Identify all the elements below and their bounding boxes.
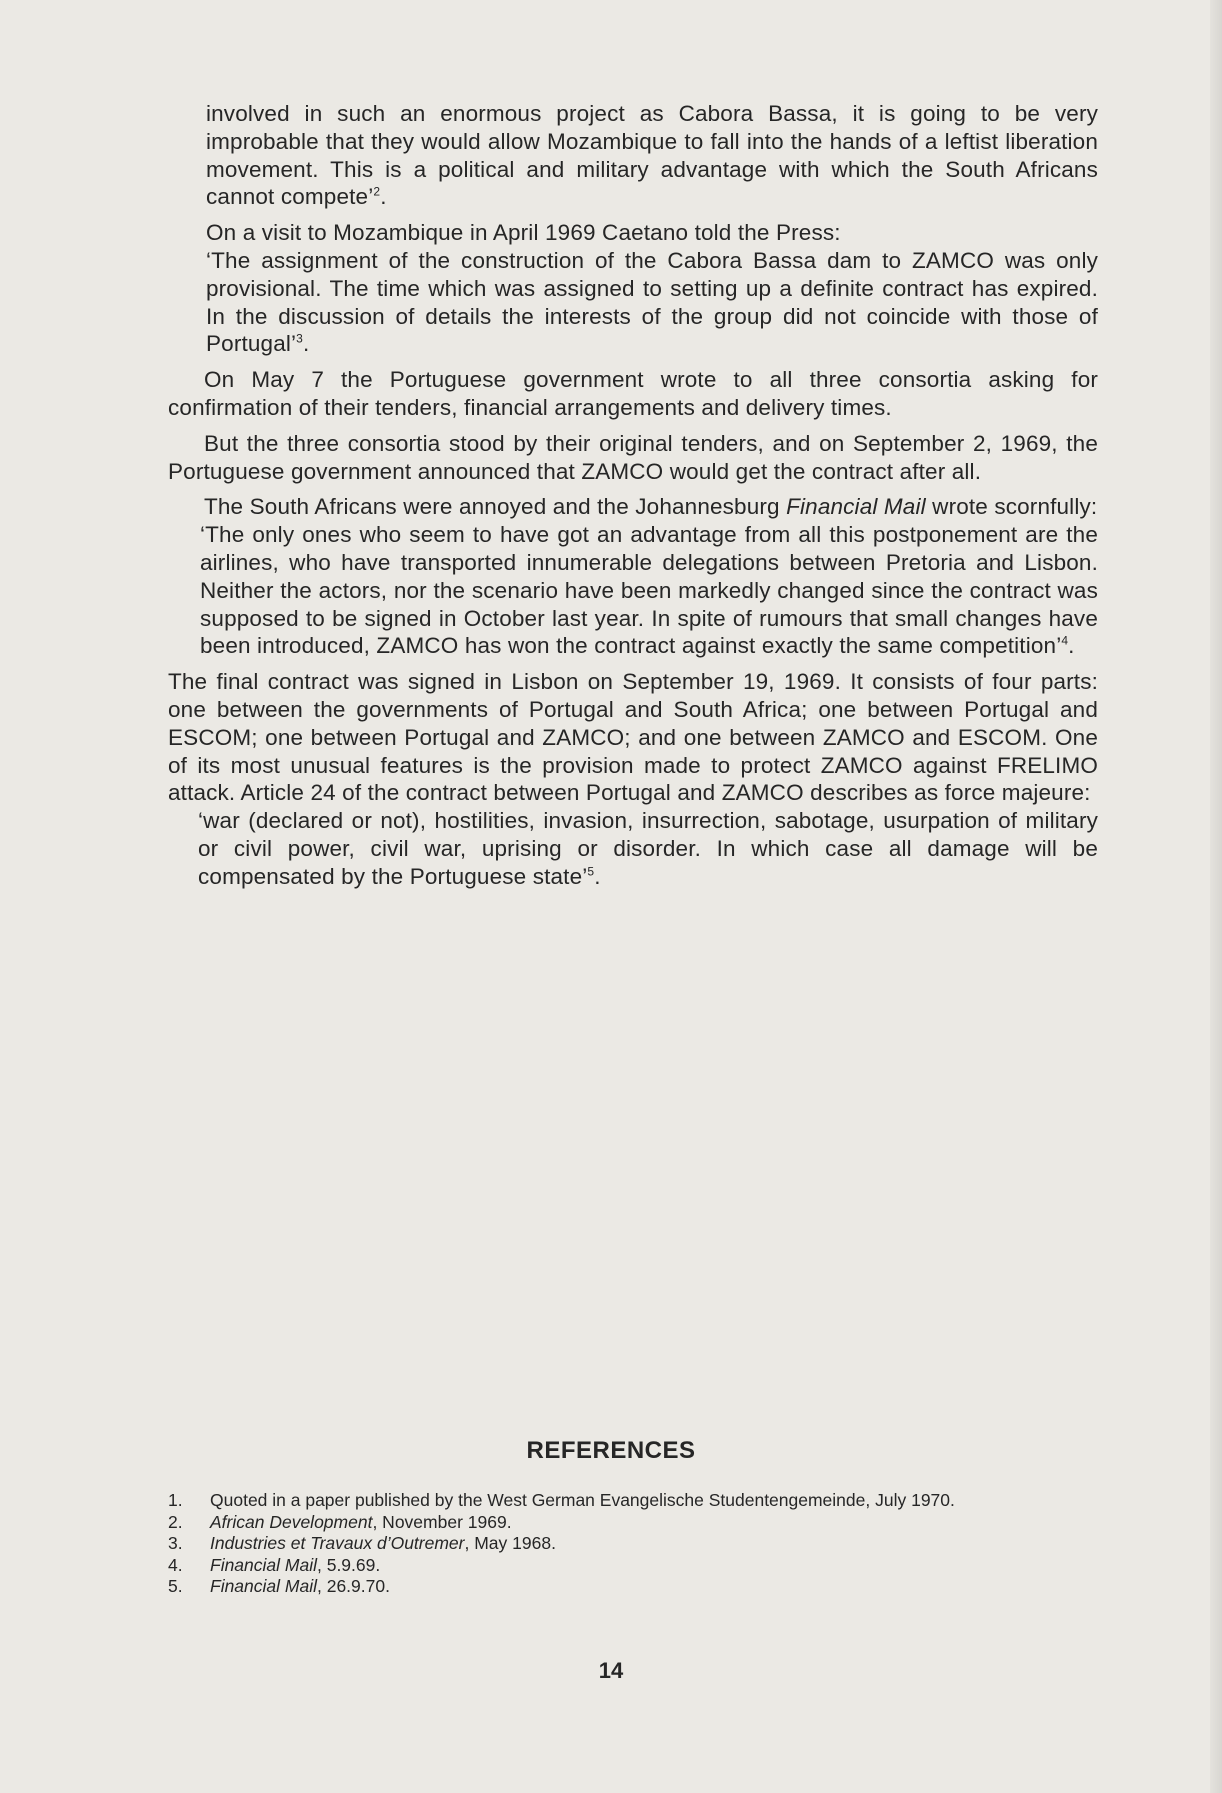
paragraph-text: The final contract was signed in Lisbon on September 19, 1969. It consists of four parts: one between the governments of Portugal and South Africa; one between Portugal and ESCOM; one between Portugal and ZAMCO; and one between ZAMCO and ESCOM. One of its most unusual features is the provision made to protect ZAMCO against FRELIMO attack. Article 24 of the contract between Portugal and ZAMCO describes as force majeure: bbox=[168, 669, 1098, 806]
reference-text-plain: , November 1969. bbox=[372, 1511, 512, 1532]
footnote-ref: 2 bbox=[373, 184, 381, 199]
paragraph-tail: . bbox=[302, 331, 310, 357]
paragraph-text: But the three consortia stood by their original tenders, and on September 2, 1969, the Portuguese government announced that ZAMCO would get the contract after all. bbox=[168, 430, 1098, 484]
reference-text bbox=[210, 1555, 1098, 1577]
footnote-ref: 3 bbox=[296, 331, 303, 346]
reference-text-plain: , 5.9.69. bbox=[316, 1554, 381, 1575]
paragraph-text: On May 7 the Portuguese government wrote to all three consortia asking for confirmation of their tenders, financial arrangements and delivery times. bbox=[168, 367, 1098, 420]
reference-number: 2. bbox=[168, 1511, 183, 1532]
reference-title: Financial Mail bbox=[210, 1554, 317, 1575]
reference-text bbox=[210, 1512, 1098, 1534]
reference-item bbox=[168, 1490, 1098, 1512]
paragraph-text: ‘The only ones who seem to have got an advantage from all this postponement are the airlines, who have transported innumerable delegations between Pretoria and Lisbon. Neither the actors, nor the scenario have been markedly changed since the contract was supposed to be signed in October last year. In spite of rumours that small changes have been introduced, ZAMCO has won the contract against exactly the same competition’ bbox=[200, 522, 1098, 659]
body-text bbox=[168, 100, 1098, 899]
reference-number: 3. bbox=[168, 1533, 183, 1553]
reference-number: 4. bbox=[168, 1554, 183, 1575]
paragraph-text: wrote scornfully: bbox=[925, 494, 1098, 520]
reference-text bbox=[210, 1576, 1098, 1598]
reference-item bbox=[168, 1533, 1098, 1555]
paragraph-text: On a visit to Mozambique in April 1969 Caetano told the Press: bbox=[206, 220, 841, 246]
paragraph-text: ‘The assignment of the construction of the Cabora Bassa dam to ZAMCO was only provisional. The time which was assigned to setting up a definite contract has expired. In the discussion of details the interests of the group did not coincide with those of Portugal’ bbox=[206, 247, 1098, 357]
paragraph-3 bbox=[206, 247, 1098, 358]
paragraph-6 bbox=[168, 493, 1098, 521]
references-list bbox=[168, 1490, 1098, 1598]
paragraph-5 bbox=[168, 430, 1098, 486]
reference-item bbox=[168, 1512, 1098, 1534]
reference-item bbox=[168, 1555, 1098, 1577]
reference-number: 5. bbox=[168, 1576, 183, 1596]
paragraph-9 bbox=[198, 807, 1098, 890]
paragraph-text: The South Africans were annoyed and the Johannesburg bbox=[204, 494, 787, 520]
footnote-ref: 4 bbox=[1061, 633, 1069, 648]
reference-item bbox=[168, 1576, 1098, 1598]
paragraph-2 bbox=[206, 219, 1098, 247]
paragraph-1 bbox=[206, 100, 1098, 211]
paragraph-tail: . bbox=[380, 184, 387, 210]
publication-title: Financial Mail bbox=[786, 494, 926, 520]
page-edge bbox=[1210, 0, 1222, 1793]
reference-text-plain: , 26.9.70. bbox=[316, 1576, 390, 1596]
paragraph-8 bbox=[168, 668, 1098, 807]
reference-text-plain: Quoted in a paper published by the West German Evangelische Studentengemeinde, July 1970. bbox=[210, 1490, 955, 1510]
paragraph-text: ‘war (declared or not), hostilities, invasion, insurrection, sabotage, usurpation of military or civil power, civil war, uprising or disorder. In which case all damage will be compensated by the Portuguese state’ bbox=[198, 808, 1098, 889]
reference-title: African Development bbox=[210, 1511, 373, 1532]
page-number: 14 bbox=[598, 1658, 624, 1683]
references-heading: REFERENCES bbox=[526, 1437, 696, 1464]
footnote-ref: 5 bbox=[587, 864, 595, 879]
reference-text-plain: , May 1968. bbox=[464, 1533, 556, 1553]
reference-number: 1. bbox=[168, 1490, 183, 1510]
paragraph-4 bbox=[168, 366, 1098, 422]
paragraph-text: involved in such an enormous project as Cabora Bassa, it is going to be very improbable that they would allow Mozambique to fall into the hands of a leftist liberation movement. This is a political and military advantage with which the South Africans cannot compete’ bbox=[206, 101, 1098, 210]
reference-title: Industries et Travaux d’Outremer bbox=[210, 1533, 465, 1553]
paragraph-tail: . bbox=[1068, 633, 1075, 659]
paragraph-tail: . bbox=[594, 863, 601, 889]
reference-text bbox=[210, 1533, 1098, 1555]
reference-text bbox=[210, 1490, 1098, 1512]
reference-title: Financial Mail bbox=[210, 1576, 317, 1596]
paragraph-7 bbox=[200, 521, 1098, 660]
